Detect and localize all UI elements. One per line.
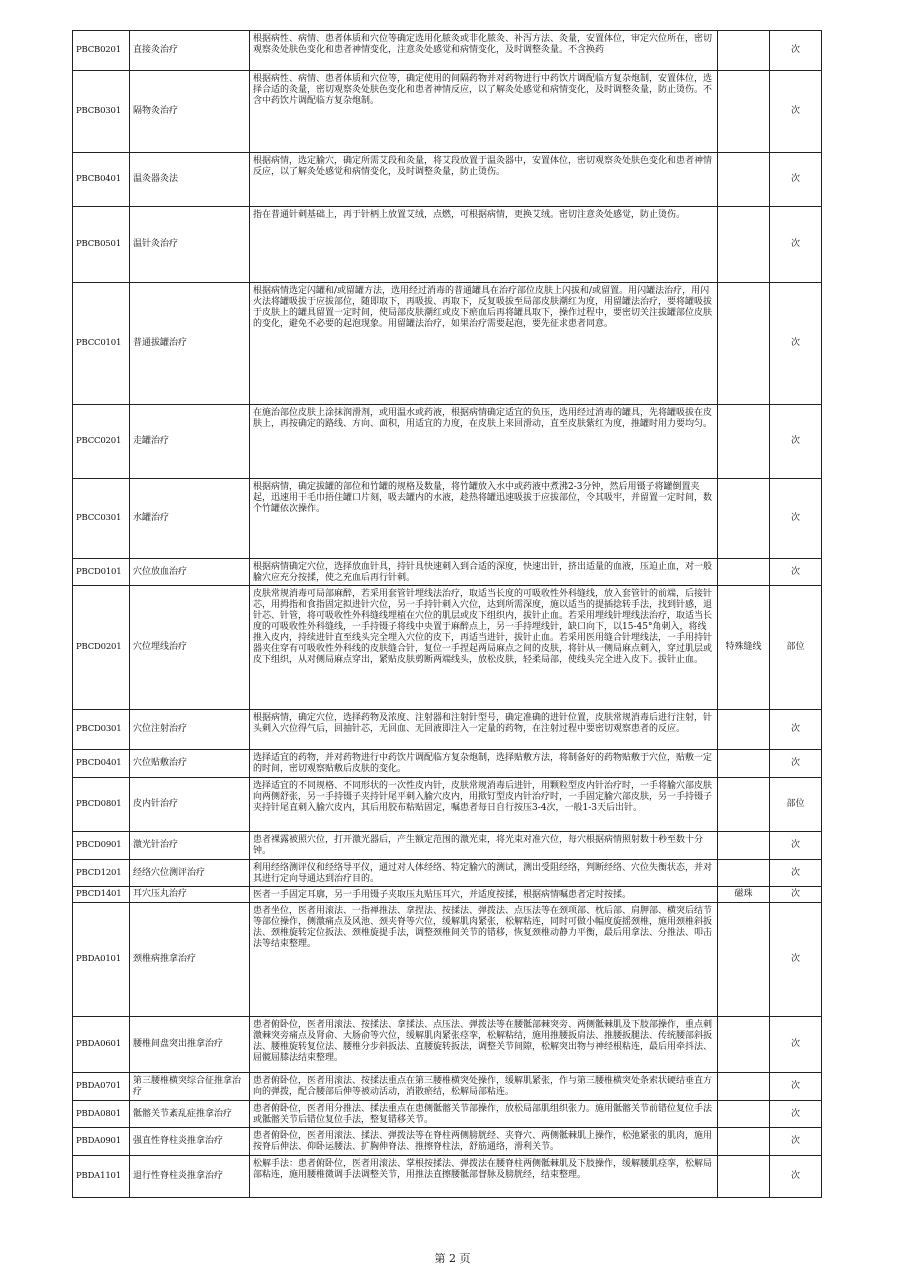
material-cell (718, 559, 770, 586)
code-cell: PBCC0101 (73, 283, 130, 405)
material-cell (718, 832, 770, 860)
description-cell: 患者俯卧位，医者用滚法、揉法、弹拨法等在脊柱两侧膀胱经、夹脊穴、两侧骶棘肌上操作，松弛紧张的肌肉，施用按脊后伸法、仰卧运腰法、扩胸伸脊法、推擦脊柱法，舒筋通络，滑利关节。 (250, 1128, 718, 1156)
table-row (73, 1101, 822, 1128)
description-cell: 根据病性、病情、患者体质和穴位等，确定使用的间隔药物并对药物进行中药饮片调配临方复杂炮制，安置体位，选择合适的灸量，密切观察灸处肤色变化和患者神情反应，以了解灸处感觉和病情变化，及时调整灸量，防止烫伤。不含中药饮片调配临方复杂炮制。 (250, 71, 718, 153)
material-cell (718, 710, 770, 750)
unit-cell: 次 (770, 31, 822, 71)
code-cell: PBDA0101 (73, 903, 130, 1017)
table-row (73, 778, 822, 832)
table-row (73, 479, 822, 559)
name-cell: 经络穴位测评治疗 (130, 860, 250, 887)
material-cell (718, 207, 770, 283)
description-cell: 患者俯卧位，医者用分推法、揉法重点在患侧骶髂关节部操作，放松局部肌组织张力。施用骶髂关节前错位复位手法或骶髂关节后错位复位手法，整复错移关节。 (250, 1101, 718, 1128)
name-cell: 第三腰椎横突综合征推拿治疗 (130, 1073, 250, 1101)
table-row (73, 750, 822, 778)
material-cell (718, 71, 770, 153)
description-cell: 医者一手固定耳廓，另一手用镊子夹取压丸贴压耳穴，并适度按揉，根据病情嘱患者定时按揉。 (250, 887, 718, 903)
name-cell: 腰椎间盘突出推拿治疗 (130, 1017, 250, 1073)
table-row (73, 1156, 822, 1198)
code-cell: PBDA1101 (73, 1156, 130, 1198)
code-cell: PBCB0201 (73, 31, 130, 71)
table-row (73, 559, 822, 586)
name-cell: 穴位放血治疗 (130, 559, 250, 586)
name-cell: 退行性脊柱炎推拿治疗 (130, 1156, 250, 1198)
name-cell: 强直性脊柱炎推拿治疗 (130, 1128, 250, 1156)
unit-cell: 次 (770, 559, 822, 586)
description-cell: 患者坐位，医者用滚法、一指禅推法、拿捏法、按揉法、弹拨法、点压法等在颈项部、枕后部、肩胛部、横突后结节等部位操作，侧激痛点及风池、颈夹脊等穴位，缓解肌肉紧张，松解粘连，同时可做小幅度旋摇颈椎，施用颈椎斜扳法、颈椎旋转定位扳法、颈椎旋提手法，调整颈椎间关节的错移，恢复颈椎动静力平衡，最后用拿法、分推法、叩击法等结束整理。 (250, 903, 718, 1017)
table-row (73, 207, 822, 283)
unit-cell: 次 (770, 405, 822, 479)
material-cell (718, 1017, 770, 1073)
unit-cell: 次 (770, 1156, 822, 1198)
material-cell (718, 1128, 770, 1156)
name-cell: 直接灸治疗 (130, 31, 250, 71)
table-row (73, 1017, 822, 1073)
material-cell (718, 860, 770, 887)
code-cell: PBCD0301 (73, 710, 130, 750)
code-cell: PBCD0801 (73, 778, 130, 832)
description-cell: 根据病性、病情、患者体质和穴位等确定选用化脓灸或非化脓灸、补泻方法、灸量，安置体位，审定穴位所在，密切观察灸处肤色变化和患者神情变化，注意灸处感觉和病情变化，及时调整灸量。不含换药 (250, 31, 718, 71)
material-cell (718, 153, 770, 207)
unit-cell: 次 (770, 1017, 822, 1073)
fee-table-body (73, 31, 822, 1198)
code-cell: PBCD0901 (73, 832, 130, 860)
table-row (73, 887, 822, 903)
description-cell: 选择适宜的不同规格、不同形状的一次性皮内针，皮肤常规消毒后进针，用颗粒型皮内针治疗时，一手将腧穴部皮肤向两侧舒张，另一手持镊子夹持针尾平刺入腧穴皮内，用揿钉型皮内针治疗时，一手固定腧穴部皮肤，另一手持镊子夹持针尾直刺入腧穴皮内，其后用胶布粘贴固定，嘱患者每日自行按压3-4次，一般1-3天后出针。 (250, 778, 718, 832)
description-cell: 根据病情，选定腧穴，确定所需艾段和灸量，将艾段放置于温灸器中，安置体位，密切观察灸处肤色变化和患者神情反应，以了解灸处感觉和病情变化，及时调整灸量，防止烫伤。 (250, 153, 718, 207)
description-cell: 松解手法：患者俯卧位，医者用滚法、掌根按揉法、弹拨法在腰脊柱两侧骶棘肌及下肢操作，缓解腰肌痉挛，松解局部粘连，施用腰椎微调手法调整关节，用推法直擦腰骶部督脉及膀胱经，结束整理。 (250, 1156, 718, 1198)
description-cell: 选择适宜的药物，并对药物进行中药饮片调配临方复杂炮制，选择贴敷方法，将制备好的药物贴敷于穴位，贴敷一定的时间，密切观察贴敷后皮肤的变化。 (250, 750, 718, 778)
unit-cell: 次 (770, 903, 822, 1017)
description-cell: 利用经络测评仪和经络导平仪，通过对人体经络、特定腧穴的测试，测出受阻经络，判断经络、穴位失衡状态，并对其进行定向导通达到治疗目的。 (250, 860, 718, 887)
description-cell: 皮肤常规消毒可局部麻醉，若采用套管针埋线法治疗，取适当长度的可吸收性外科缝线，放入套管针的前端，后接针芯，用拇指和食指固定拟进针穴位，另一手持针刺入穴位，达到所需深度，施以适当的提插捻转手法，找到针感，退针芯、针管，将可吸收性外科缝线埋植在穴位的肌层或皮下组织内，拔针止血。若采用埋线针埋线法治疗，取适当长度的可吸收性外科缝线，一手持镊子将线中央置于麻醉点上，另一手持埋线针，缺口向下，以15-45°角刺入，将线推入皮内，持续进针直至线头完全埋入穴位的皮下，再适当进针，拔针止血。若采用医用缝合针埋线法，一手用持针器夹住穿有可吸收性外科线的皮肤缝合针，复位一手捏起两局麻点之间的皮肤，将针从一侧局麻点刺入，穿过肌层或皮下组织，从对侧局麻点穿出，紧贴皮肤剪断两端线头，放松皮肤，轻柔局部，使线头完全进入皮下。拔针止血。 (250, 586, 718, 710)
code-cell: PBCD1201 (73, 860, 130, 887)
unit-cell: 次 (770, 1101, 822, 1128)
code-cell: PBCC0301 (73, 479, 130, 559)
code-cell: PBCB0501 (73, 207, 130, 283)
unit-cell: 次 (770, 1073, 822, 1101)
unit-cell: 次 (770, 887, 822, 903)
description-cell: 根据病情选定闪罐和/或留罐方法，选用经过消毒的普通罐具在治疗部位皮肤上闪拔和/或留置。用闪罐法治疗，用闪火法将罐吸拔于应拔部位，随即取下，再吸拔、再取下，反复吸拔至局部皮肤潮红为度，用留罐法治疗，要将罐吸拔于皮肤上的罐具留置一定时间，使局部皮肤潮红或皮下瘀血后再将罐具取下，操作过程中，要密切关注拔罐部位皮肤的变化，避免不必要的起泡现象。用留罐法治疗，如果治疗需要起泡，要先征求患者同意。 (250, 283, 718, 405)
unit-cell: 次 (770, 832, 822, 860)
code-cell: PBDA0801 (73, 1101, 130, 1128)
description-cell: 根据病情，确定拔罐的部位和竹罐的规格及数量，将竹罐放入水中或药液中煮沸2-3分钟，然后用镊子将罐倒置夹起，迅速用干毛巾捂住罐口片刻，吸去罐内的水液，趁热将罐迅速吸拔于应拔部位，令其吸牢，并留置一定时间，数个竹罐依次操作。 (250, 479, 718, 559)
description-cell: 根据病情确定穴位，选择放血针具，持针具快速刺入到合适的深度，快速出针，挤出适量的血液，压迫止血，对一般腧穴应充分按揉，使之充血后再行针刺。 (250, 559, 718, 586)
name-cell: 颈椎病推拿治疗 (130, 903, 250, 1017)
name-cell: 温灸器灸法 (130, 153, 250, 207)
table-row (73, 31, 822, 71)
code-cell: PBCB0401 (73, 153, 130, 207)
name-cell: 温针灸治疗 (130, 207, 250, 283)
material-cell: 特殊缝线 (718, 586, 770, 710)
code-cell: PBDA0601 (73, 1017, 130, 1073)
page-number: 第 2 页 (434, 1252, 471, 1265)
material-cell (718, 283, 770, 405)
unit-cell: 次 (770, 479, 822, 559)
name-cell: 穴位贴敷治疗 (130, 750, 250, 778)
name-cell: 骶髂关节紊乱症推拿治疗 (130, 1101, 250, 1128)
code-cell: PBCD0401 (73, 750, 130, 778)
code-cell: PBCD0101 (73, 559, 130, 586)
name-cell: 水罐治疗 (130, 479, 250, 559)
unit-cell: 次 (770, 750, 822, 778)
table-row (73, 710, 822, 750)
description-cell: 患者俯卧位，医者用滚法、按揉法、拿揉法、点压法、弹拨法等在腰骶部棘突旁、两侧骶棘肌及下肢部操作，重点刺激棘突旁痛点及肾俞、大肠俞等穴位，缓解肌肉紧张痉挛，松解粘结，施用推腰扳肩法、推腰扳腿法、传统腰部斜扳法、腰椎旋转复位法、腰椎分步斜扳法、直腰旋转扳法，调整关节间隙，松解突出物与神经根粘连，最后用牵抖法、屈髋屈膝法结束整理。 (250, 1017, 718, 1073)
table-row (73, 586, 822, 710)
unit-cell: 次 (770, 71, 822, 153)
material-cell (718, 1101, 770, 1128)
name-cell: 穴位注射治疗 (130, 710, 250, 750)
table-row (73, 153, 822, 207)
material-cell (718, 31, 770, 71)
table-row (73, 1073, 822, 1101)
code-cell: PBCB0301 (73, 71, 130, 153)
table-row (73, 860, 822, 887)
table-row (73, 405, 822, 479)
table-row (73, 1128, 822, 1156)
unit-cell: 次 (770, 153, 822, 207)
code-cell: PBCD0201 (73, 586, 130, 710)
code-cell: PBDA0701 (73, 1073, 130, 1101)
description-cell: 根据病情，确定穴位，选择药物及浓度、注射器和注射针型号，确定准确的进针位置，皮肤常规消毒后进行注射，针头刺入穴位得气后，回抽针芯，无回血、无回液即注入一定量的药物，在注射过程中要密切观察患者的反应。 (250, 710, 718, 750)
material-cell (718, 1156, 770, 1198)
code-cell: PBCD1401 (73, 887, 130, 903)
material-cell: 磁珠 (718, 887, 770, 903)
name-cell: 走罐治疗 (130, 405, 250, 479)
unit-cell: 次 (770, 710, 822, 750)
name-cell: 穴位埋线治疗 (130, 586, 250, 710)
table-row (73, 283, 822, 405)
unit-cell: 次 (770, 283, 822, 405)
code-cell: PBDA0901 (73, 1128, 130, 1156)
unit-cell: 次 (770, 860, 822, 887)
table-row (73, 903, 822, 1017)
name-cell: 激光针治疗 (130, 832, 250, 860)
material-cell (718, 479, 770, 559)
unit-cell: 部位 (770, 778, 822, 832)
material-cell (718, 405, 770, 479)
unit-cell: 次 (770, 207, 822, 283)
name-cell: 隔物灸治疗 (130, 71, 250, 153)
name-cell: 耳穴压丸治疗 (130, 887, 250, 903)
description-cell: 患者裸露被照穴位，打开激光器后，产生额定范围的激光束，将光束对准穴位，每穴根据病情照射数十秒至数十分钟。 (250, 832, 718, 860)
table-row (73, 832, 822, 860)
description-cell: 在施治部位皮肤上涂抹润滑剂，或用温水或药液，根据病情确定适宜的负压，选用经过消毒的罐具，先将罐吸拔在皮肤上，再按确定的路线、方向、面积，用适宜的力度，在皮肤上来回滑动，直至皮肤紫红为度，推罐时用力要均匀。 (250, 405, 718, 479)
material-cell (718, 1073, 770, 1101)
unit-cell: 部位 (770, 586, 822, 710)
material-cell (718, 903, 770, 1017)
code-cell: PBCC0201 (73, 405, 130, 479)
fee-table (72, 30, 822, 1198)
description-cell: 患者俯卧位，医者用滚法、按揉法重点在第三腰椎横突处操作，缓解肌紧张，作与第三腰椎横突处条索状硬结垂直方向的弹拨，配合腰部后伸等被动活动，消散瘀结，松解局部粘连。 (250, 1073, 718, 1101)
unit-cell: 次 (770, 1128, 822, 1156)
material-cell (718, 750, 770, 778)
name-cell: 普通拔罐治疗 (130, 283, 250, 405)
material-cell (718, 778, 770, 832)
name-cell: 皮内针治疗 (130, 778, 250, 832)
description-cell: 指在普通针刺基础上，再于针柄上放置艾绒，点燃，可根据病情，更换艾绒。密切注意灸处感觉，防止烫伤。 (250, 207, 718, 283)
table-row (73, 71, 822, 153)
